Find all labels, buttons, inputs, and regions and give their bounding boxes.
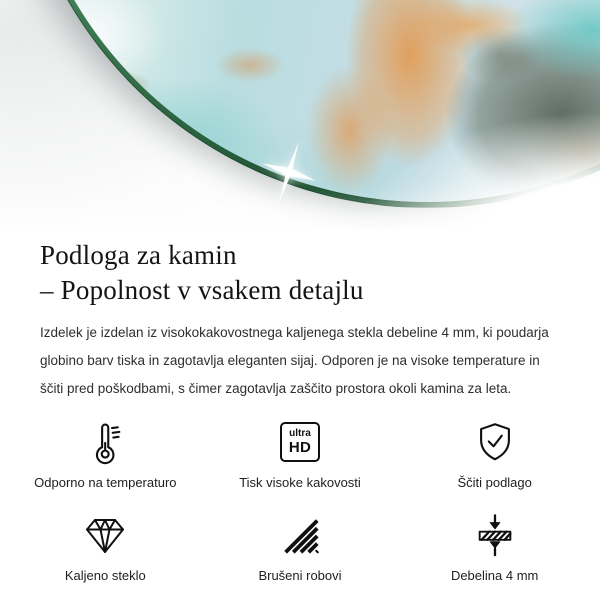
- feature-label: Tisk visoke kakovosti: [239, 475, 361, 490]
- ultra-hd-badge-top: ultra: [289, 428, 311, 439]
- thickness-icon: [472, 510, 518, 560]
- feature-label: Ščiti podlago: [457, 475, 532, 490]
- features-grid: [0, 417, 600, 583]
- feature-temperature: [8, 417, 203, 490]
- feature-label: Odporno na temperaturo: [34, 475, 177, 490]
- ultra-hd-badge-bottom: HD: [288, 439, 312, 456]
- page-title-line-2: – Popolnost v vsakem detajlu: [40, 275, 364, 305]
- diamond-icon: [81, 510, 129, 560]
- feature-protects-surface: [397, 417, 592, 490]
- beveled-edges-icon: [277, 510, 323, 560]
- product-description: Izdelek je izdelan iz visokokakovostnega kaljenega stekla debeline 4 mm, ki poudarja globino barv tiska in zagotavlja eleganten sijaj. Odporen je na visoke temperature in ščiti pred poškodbami, s čimer zagotavlja zaščito prostora okoli kamina za leta.: [40, 325, 549, 396]
- feature-print-quality: [203, 417, 398, 490]
- feature-label: Kaljeno steklo: [64, 568, 146, 583]
- page-title-line-1: Podloga za kamin: [40, 240, 237, 270]
- page-title: [40, 238, 560, 308]
- shield-check-icon: [472, 417, 518, 467]
- thermometer-icon: [82, 417, 128, 467]
- product-image: [0, 0, 600, 228]
- ultra-hd-icon: [280, 417, 320, 467]
- feature-beveled-edges: [203, 510, 398, 583]
- feature-label: Brušeni robovi: [258, 568, 342, 583]
- feature-thickness: [397, 510, 592, 583]
- feature-label: Debelina 4 mm: [450, 568, 539, 583]
- feature-tempered-glass: [8, 510, 203, 583]
